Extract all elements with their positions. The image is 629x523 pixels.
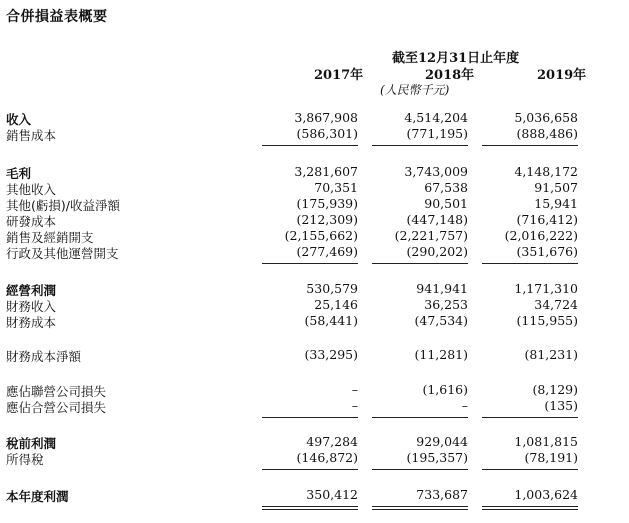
row-label-net-finance-costs: 財務成本淨額 [6,349,82,364]
row-label-operating-profit: 經營利潤 [6,283,57,298]
cell: 34,724 [534,297,578,312]
cell: 3,281,607 [294,164,358,179]
row-label-income-tax: 所得稅 [6,452,44,467]
row-label-share-of-joint-ventures: 應佔合營公司損失 [6,400,107,415]
cell: (146,872) [296,450,358,465]
row-label-finance-income: 財務收入 [6,299,57,314]
cell: 1,003,624 [514,487,578,502]
row-label-profit-for-year: 本年度利潤 [6,489,69,504]
cell: (8,129) [532,382,578,397]
subtotal-rule [372,417,468,418]
subtotal-rule [372,145,468,146]
subtotal-rule [482,145,578,146]
year-2019-header: 2019年 [537,68,587,83]
row-label-other-income: 其他收入 [6,182,57,197]
cell: 36,253 [424,297,468,312]
row-label-rd-costs: 研發成本 [6,214,57,229]
subtotal-rule [262,417,358,418]
cell: 497,284 [306,434,358,449]
cell: (2,155,662) [284,228,358,243]
cell: 941,941 [416,281,468,296]
subtotal-rule [372,469,468,470]
row-label-profit-before-tax: 稅前利潤 [6,436,57,451]
cell: 1,081,815 [514,434,578,449]
cell: (2,221,757) [394,228,468,243]
year-2018-header: 2018年 [425,68,475,83]
row-label-finance-costs: 財務成本 [6,315,57,330]
subtotal-rule [482,417,578,418]
row-label-other-gains: 其他(虧損)/收益淨額 [6,198,120,213]
row-label-selling-expenses: 銷售及經銷開支 [6,230,94,245]
cell: (33,295) [304,347,358,362]
subtotal-rule [262,145,358,146]
cell: 1,171,310 [514,281,578,296]
cell: (78,191) [524,450,578,465]
cell: (586,301) [296,126,358,141]
period-header: 截至12月31日止年度 [392,51,520,66]
cell: 3,743,009 [404,164,468,179]
cell: (1,616) [422,382,468,397]
cell: (11,281) [414,347,468,362]
cell: (212,309) [296,212,358,227]
subtotal-rule [262,469,358,470]
subtotal-rule [262,263,358,264]
cell: 5,036,658 [514,110,578,125]
cell: (447,148) [406,212,468,227]
total-double-rule [262,506,358,510]
cell: (135) [544,398,578,413]
year-2017-header: 2017年 [314,68,364,83]
statement-title: 合併損益表概要 [6,9,108,25]
cell: – [351,382,358,397]
cell: (175,939) [296,196,358,211]
row-label-admin-expenses: 行政及其他運營開支 [6,246,119,261]
cell: (2,016,222) [504,228,578,243]
cell: 67,538 [424,180,468,195]
row-label-cost-of-sales: 銷售成本 [6,128,57,143]
cell: (47,534) [414,313,468,328]
cell: 25,146 [314,297,358,312]
cell: 929,044 [416,434,468,449]
subtotal-rule [482,263,578,264]
total-double-rule [372,506,468,510]
cell: (290,202) [406,244,468,259]
cell: 91,507 [534,180,578,195]
subtotal-rule [372,263,468,264]
cell: (115,955) [516,313,578,328]
cell: 530,579 [306,281,358,296]
cell: (195,357) [406,450,468,465]
cell: (888,486) [516,126,578,141]
cell: 15,941 [534,196,578,211]
cell: (277,469) [296,244,358,259]
unit-label: (人民幣千元) [380,83,450,97]
row-label-gross-profit: 毛利 [6,166,32,181]
cell: 3,867,908 [294,110,358,125]
cell: 70,351 [314,180,358,195]
cell: 90,501 [424,196,468,211]
row-label-revenue: 收入 [6,112,32,127]
cell: – [351,398,358,413]
cell: (351,676) [516,244,578,259]
cell: (771,195) [406,126,468,141]
row-label-share-of-associates: 應佔聯營公司損失 [6,384,107,399]
cell: (58,441) [304,313,358,328]
subtotal-rule [482,469,578,470]
cell: 4,148,172 [514,164,578,179]
cell: – [461,398,468,413]
cell: 4,514,204 [404,110,468,125]
total-double-rule [482,506,578,510]
cell: 350,412 [306,487,358,502]
cell: (716,412) [516,212,578,227]
cell: 733,687 [416,487,468,502]
cell: (81,231) [524,347,578,362]
